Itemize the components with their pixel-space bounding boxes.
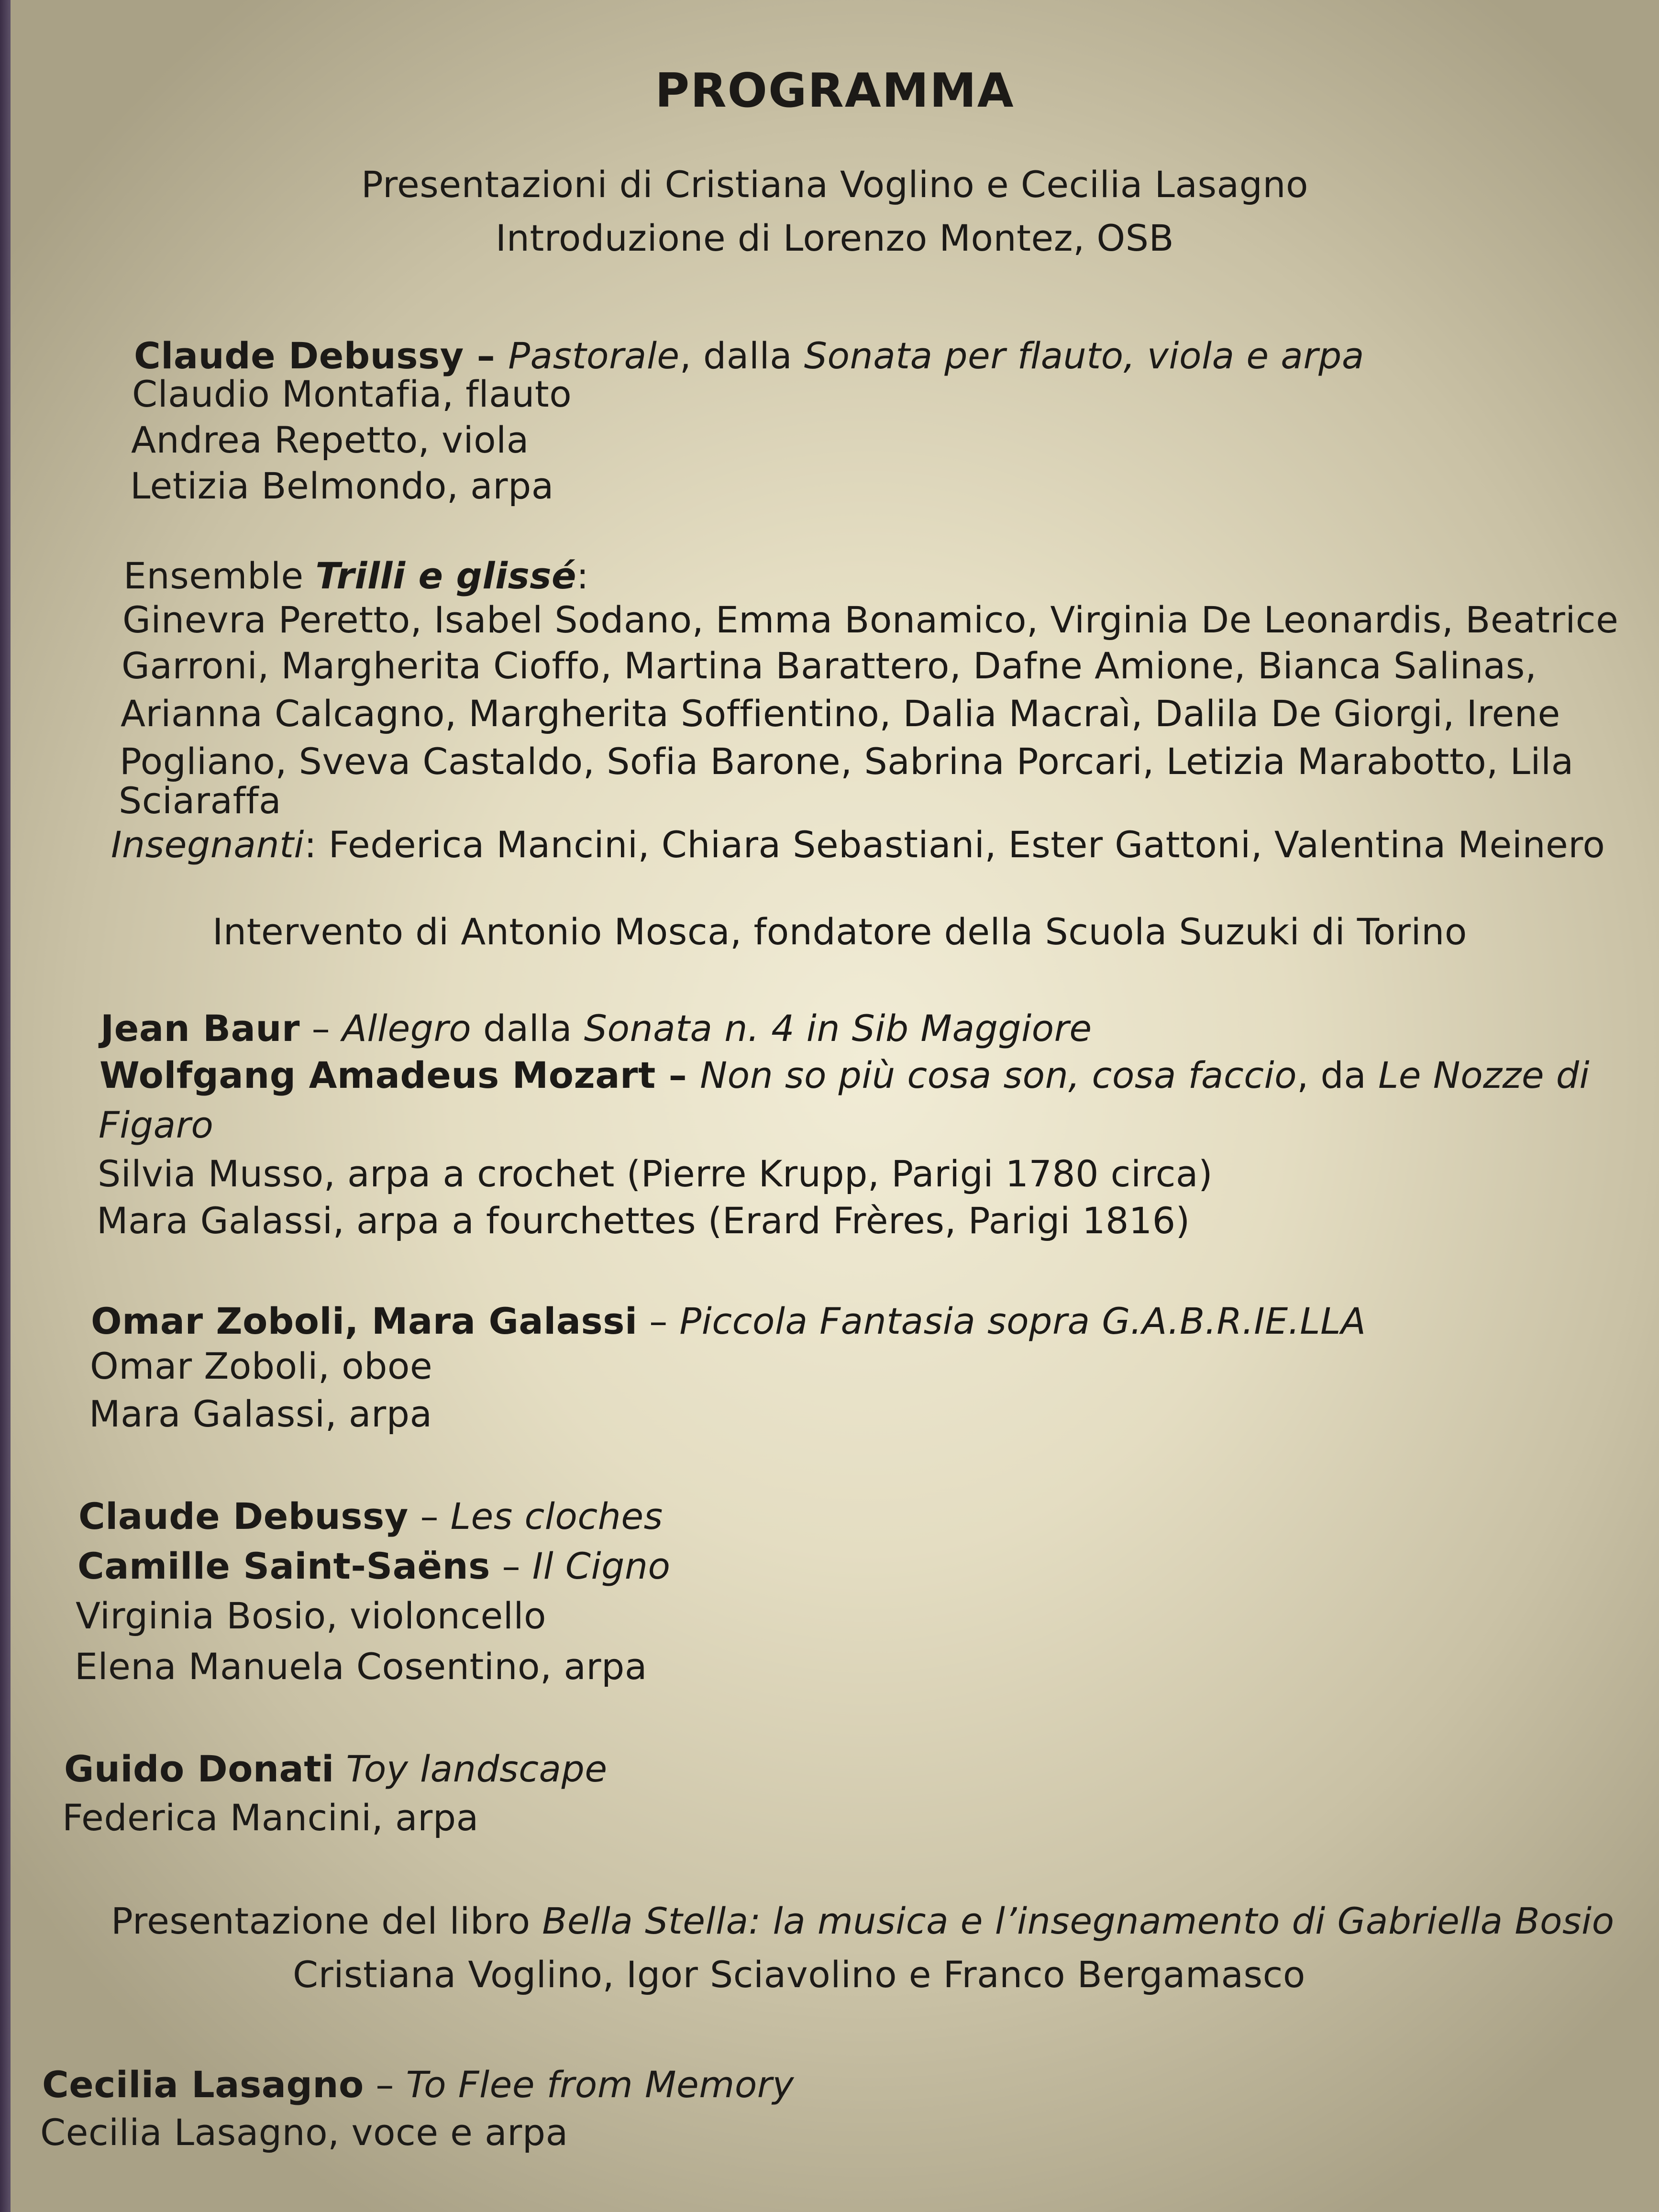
program-item-debussy-pastorale: Claude Debussy – Pastorale, dalla Sonata per flauto, viola e arpa [134, 334, 1364, 377]
performer-line: Claudio Montafia, flauto [132, 373, 572, 415]
work-title: To Flee from Memory [406, 2063, 795, 2106]
book-title: Bella Stella: la musica e l’insegnamento di Gabriella Bosio [542, 1900, 1615, 1942]
program-item-donati [64, 1746, 608, 1792]
work-source-continuation: Figaro [99, 1104, 214, 1146]
ensemble-members-line: Arianna Calcagno, Margherita Soffientino, Dalia Macraì, Dalila De Giorgi, Irene [121, 692, 1560, 735]
composer-name: Cecilia Lasagno [42, 2063, 364, 2106]
work-title: Il Cigno [532, 1545, 671, 1587]
ensemble-members-line: Pogliano, Sveva Castaldo, Sofia Barone, Sabrina Porcari, Letizia Marabotto, Lila [120, 740, 1574, 783]
work-title: Les cloches [450, 1495, 663, 1537]
intervento-line: Intervento di Antonio Mosca, fondatore della Scuola Suzuki di Torino [212, 910, 1467, 953]
work-title: Pastorale [508, 334, 680, 377]
ensemble-teachers: Insegnanti: Federica Mancini, Chiara Sebastiani, Ester Gattoni, Valentina Meinero [111, 823, 1605, 866]
ensemble-name: Trilli e glissé [315, 554, 577, 597]
ensemble-members-line: Garroni, Margherita Cioffo, Martina Barattero, Dafne Amione, Bianca Salinas, [122, 644, 1537, 687]
ensemble-members-line: Ginevra Peretto, Isabel Sodano, Emma Bonamico, Virginia De Leonardis, Beatrice [122, 598, 1619, 641]
composer-name: Omar Zoboli, Mara Galassi [91, 1300, 638, 1342]
intro-line-1: Presentazioni di Cristiana Voglino e Cecilia Lasagno [361, 163, 1309, 206]
composer-name: Jean Baur [100, 1007, 300, 1050]
performer-line: Andrea Repetto, viola [131, 419, 529, 461]
program-page [11, 0, 1659, 2212]
composer-name: Camille Saint-Saëns [77, 1545, 490, 1587]
performer-line: Mara Galassi, arpa [89, 1393, 432, 1435]
composer-name: Claude Debussy [134, 334, 464, 377]
ensemble-heading: Ensemble Trilli e glissé: [123, 554, 589, 597]
performer-line: Omar Zoboli, oboe [90, 1345, 433, 1387]
performer-line: Virginia Bosio, violoncello [76, 1594, 547, 1637]
teachers-label: Insegnanti [111, 823, 304, 866]
performer-line: Elena Manuela Cosentino, arpa [75, 1645, 647, 1688]
program-item-saint-saens: Camille Saint-Saëns – Il Cigno [77, 1545, 671, 1587]
performer-line: Mara Galassi, arpa a fourchettes (Erard Frères, Parigi 1816) [97, 1199, 1190, 1242]
program-item-zoboli-galassi: Omar Zoboli, Mara Galassi – Piccola Fantasia sopra G.A.B.R.IE.LLA [91, 1300, 1366, 1342]
book-speakers: Cristiana Voglino, Igor Sciavolino e Franco Bergamasco [293, 1953, 1305, 1996]
program-item-mozart: Wolfgang Amadeus Mozart – Non so più cosa son, cosa faccio, da Le Nozze di [100, 1054, 1590, 1096]
composer-name: Claude Debussy [78, 1495, 409, 1537]
program-item-baur: Jean Baur – Allegro dalla Sonata n. 4 in Sib Maggiore [100, 1007, 1092, 1050]
program-item-lasagno: Cecilia Lasagno – To Flee from Memory [42, 2063, 795, 2106]
composer-name: Guido Donati [64, 1747, 334, 1790]
page-title: PROGRAMMA [655, 64, 1015, 118]
performer-line: Cecilia Lasagno, voce e arpa [40, 2111, 568, 2154]
performer-line: Silvia Musso, arpa a crochet (Pierre Krupp, Parigi 1780 circa) [98, 1152, 1213, 1195]
work-source: Sonata per flauto, viola e arpa [804, 334, 1364, 377]
composer-name: Wolfgang Amadeus Mozart [100, 1054, 656, 1096]
work-source: Le Nozze di [1378, 1054, 1590, 1096]
book-presentation: Presentazione del libro Bella Stella: la musica e l’insegnamento di Gabriella Bosio [111, 1900, 1615, 1942]
work-title: Piccola Fantasia sopra G.A.B.R.IE.LLA [679, 1300, 1366, 1342]
performer-line: Federica Mancini, arpa [62, 1796, 479, 1839]
performer-line: Letizia Belmondo, arpa [130, 465, 554, 507]
page-edge-shadow [0, 0, 11, 2212]
intro-line-2: Introduzione di Lorenzo Montez, OSB [495, 217, 1174, 259]
program-item-debussy-cloches: Claude Debussy – Les cloches [78, 1495, 663, 1537]
work-source: Sonata n. 4 in Sib Maggiore [584, 1007, 1092, 1050]
ensemble-members-line: Sciaraffa [119, 779, 282, 822]
work-title: Allegro [342, 1007, 472, 1050]
work-title: Toy landscape [346, 1747, 608, 1790]
work-title: Non so più cosa son, cosa faccio [700, 1054, 1297, 1096]
